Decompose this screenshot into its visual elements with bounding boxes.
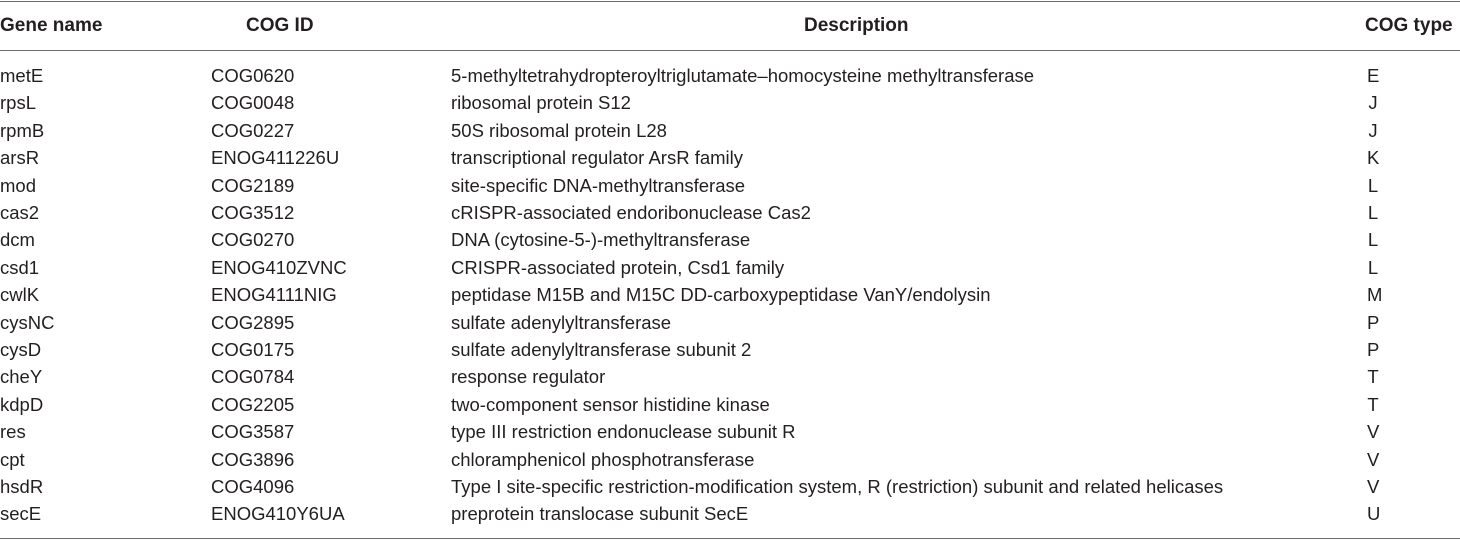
- cell-cog-id: COG0227: [211, 119, 295, 141]
- cell-gene-name: dcm: [0, 229, 35, 251]
- table-row: [0, 391, 1460, 418]
- cell-cog-type: K: [1367, 147, 1380, 169]
- cell-cog-type: T: [1367, 366, 1379, 388]
- table-bottom-rule: [0, 538, 1460, 539]
- table-row: [0, 226, 1460, 253]
- table-row: [0, 281, 1460, 308]
- cell-description: site-specific DNA-methyltransferase: [451, 174, 746, 196]
- cell-cog-id: COG0784: [211, 366, 295, 388]
- table-top-rule: [0, 1, 1460, 2]
- cell-cog-type: L: [1367, 174, 1379, 196]
- table-row: [0, 473, 1460, 500]
- cell-cog-id: COG4096: [211, 476, 295, 497]
- table-row: [0, 336, 1460, 363]
- cell-description: type III restriction endonuclease subunit R: [451, 421, 796, 443]
- cell-description: chloramphenicol phosphotransferase: [451, 448, 755, 470]
- cell-description: ribosomal protein S12: [451, 92, 631, 114]
- cell-gene-name: arsR: [0, 147, 40, 169]
- cell-description: 5-methyltetrahydropteroyltriglutamate–homocysteine methyltransferase: [451, 65, 1035, 86]
- cell-description: peptidase M15B and M15C DD-carboxypeptidase VanY/endolysin: [451, 284, 991, 306]
- table-row: [0, 500, 1460, 527]
- table-row: [0, 309, 1460, 336]
- cell-cog-type: E: [1367, 65, 1380, 86]
- cell-description: sulfate adenylyltransferase: [451, 311, 672, 333]
- cell-cog-id: COG2189: [211, 174, 295, 196]
- cell-gene-name: cas2: [0, 202, 40, 223]
- table-header-rule: [0, 50, 1460, 51]
- cell-cog-type: J: [1368, 92, 1378, 114]
- cell-gene-name: metE: [0, 65, 44, 86]
- cell-gene-name: cwlK: [0, 284, 40, 306]
- cell-cog-id: COG2895: [211, 311, 295, 333]
- cell-description: Type I site-specific restriction-modification system, R (restriction) subunit and related helicases: [451, 476, 1224, 497]
- cell-cog-type: V: [1367, 421, 1380, 443]
- cell-cog-type: M: [1367, 284, 1383, 306]
- cell-gene-name: csd1: [0, 256, 40, 278]
- cell-gene-name: cysNC: [0, 311, 55, 333]
- cell-description: preprotein translocase subunit SecE: [451, 503, 749, 525]
- header-description: Description: [804, 15, 909, 36]
- table-row: [0, 144, 1460, 171]
- cell-cog-type: L: [1367, 256, 1379, 278]
- cell-gene-name: cpt: [0, 448, 25, 470]
- cell-gene-name: rpsL: [0, 92, 36, 114]
- cell-gene-name: cysD: [0, 339, 42, 360]
- cell-gene-name: kdpD: [0, 393, 44, 415]
- cell-description: two-component sensor histidine kinase: [451, 393, 770, 415]
- cell-description: CRISPR-associated protein, Csd1 family: [451, 256, 785, 278]
- cell-cog-type: L: [1367, 202, 1379, 223]
- cell-description: response regulator: [451, 366, 606, 388]
- table-row: [0, 418, 1460, 445]
- header-cog-type: COG type: [1365, 15, 1453, 36]
- table-row: [0, 446, 1460, 473]
- cell-cog-id: COG3896: [211, 448, 295, 470]
- table-row: [0, 117, 1460, 144]
- table-row: [0, 172, 1460, 199]
- cell-cog-id: ENOG410Y6UA: [211, 503, 345, 525]
- cell-cog-type: V: [1367, 448, 1380, 470]
- cell-cog-type: T: [1367, 393, 1379, 415]
- cell-cog-id: ENOG4111NIG: [211, 284, 337, 306]
- cell-gene-name: cheY: [0, 366, 43, 388]
- cell-cog-id: COG0620: [211, 65, 295, 86]
- header-gene-name: Gene name: [0, 15, 103, 36]
- cell-description: 50S ribosomal protein L28: [451, 119, 667, 141]
- cell-cog-type: V: [1367, 476, 1380, 497]
- cell-cog-id: COG3587: [211, 421, 295, 443]
- cell-cog-id: COG0270: [211, 229, 295, 251]
- cell-gene-name: rpmB: [0, 119, 45, 141]
- table-row: [0, 363, 1460, 390]
- cell-cog-id: COG0175: [211, 339, 295, 360]
- cell-gene-name: res: [0, 421, 26, 443]
- cell-cog-id: ENOG411226U: [211, 147, 340, 169]
- cell-gene-name: hsdR: [0, 476, 44, 497]
- cell-cog-type: L: [1367, 229, 1379, 251]
- cell-cog-id: COG2205: [211, 393, 295, 415]
- cell-cog-type: P: [1367, 339, 1380, 360]
- cell-cog-type: J: [1368, 119, 1378, 141]
- cell-gene-name: secE: [0, 503, 42, 525]
- table-row: [0, 89, 1460, 116]
- header-cog-id: COG ID: [246, 15, 314, 36]
- cell-description: transcriptional regulator ArsR family: [451, 147, 743, 169]
- cell-description: DNA (cytosine-5-)-methyltransferase: [451, 229, 751, 251]
- cell-cog-type: P: [1367, 311, 1380, 333]
- cell-gene-name: mod: [0, 174, 36, 196]
- table-row: [0, 199, 1460, 226]
- cell-cog-type: U: [1367, 503, 1381, 525]
- cell-description: sulfate adenylyltransferase subunit 2: [451, 339, 752, 360]
- cell-cog-id: ENOG410ZVNC: [211, 256, 347, 278]
- table-row: [0, 62, 1460, 89]
- table-header-row: [0, 12, 1460, 40]
- table-row: [0, 254, 1460, 281]
- cell-description: cRISPR-associated endoribonuclease Cas2: [451, 202, 811, 223]
- cell-cog-id: COG0048: [211, 92, 295, 114]
- cell-cog-id: COG3512: [211, 202, 295, 223]
